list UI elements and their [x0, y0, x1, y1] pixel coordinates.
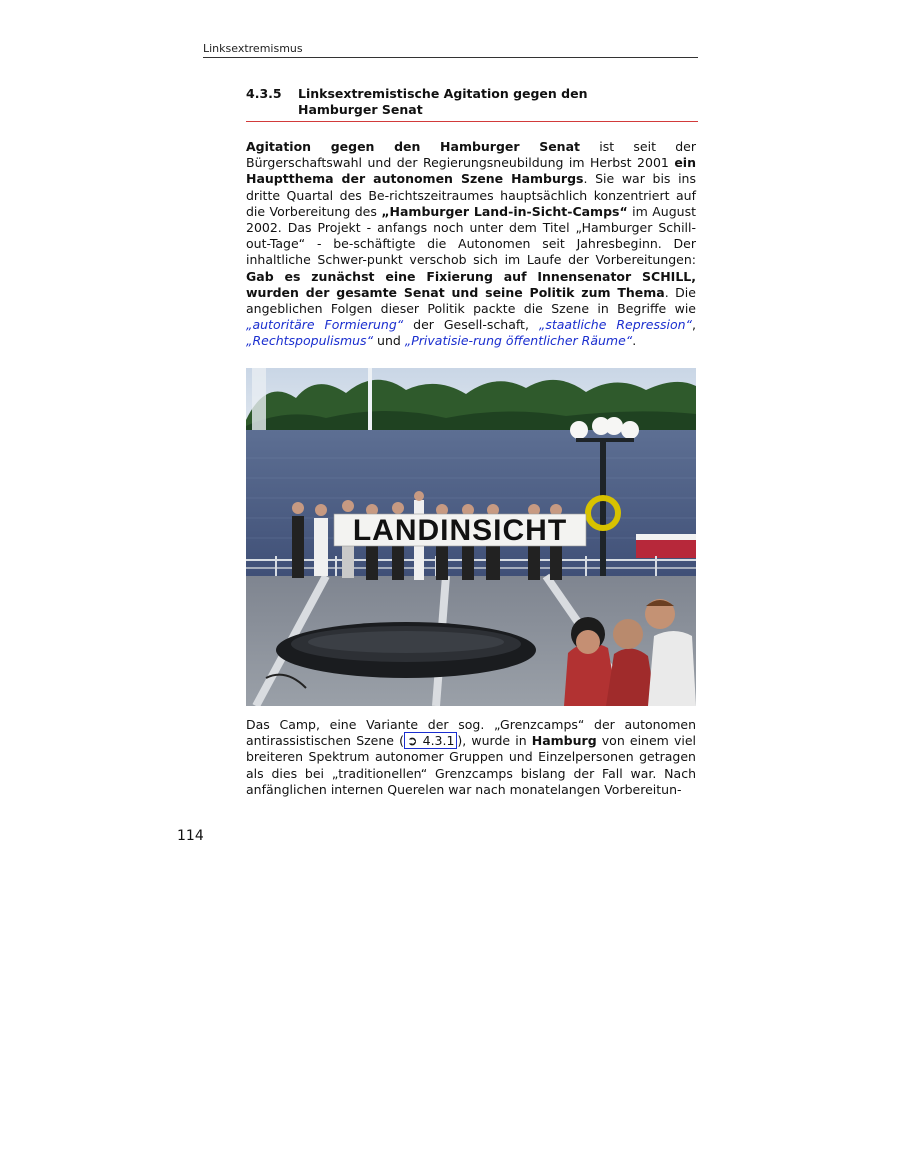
- section-number: 4.3.5: [246, 86, 282, 101]
- cross-reference-link[interactable]: [404, 732, 457, 749]
- glossary-term: „Privatisie-rung öffentlicher Räume“: [404, 333, 633, 349]
- text-run: .: [632, 333, 637, 349]
- bold-phrase: ein Hauptthema der autonomen Szene Hamburgs: [246, 155, 696, 187]
- text-run: von einem viel breiteren Spektrum autonomer Gruppen und Einzelpersonen getragen als dies bei „traditionellen“ Grenzcamps bislang der Fall war. Nach anfänglichen internen Querelen war nach monatelangen Vorbereitun-: [246, 733, 697, 797]
- glossary-term: „staatliche Repression“: [538, 317, 693, 333]
- text-run: . Die angeblichen Folgen dieser Politik packte die Szene in Begriffe wie: [246, 284, 696, 317]
- body-paragraph-1: [246, 139, 696, 350]
- section-title: [298, 86, 688, 118]
- text-run: und: [373, 333, 405, 349]
- running-header: Linksextremismus: [203, 42, 698, 58]
- glossary-term: „autoritäre Formierung“: [246, 317, 404, 333]
- banner-text: LANDINSICHT: [352, 514, 568, 547]
- section-heading: [246, 86, 698, 122]
- cross-reference-label: 4.3.1: [417, 733, 455, 749]
- bold-phrase: Gab es zunächst eine Fixierung auf Innensenator SCHILL, wurden der gesamte Senat und seine Politik zum Thema: [246, 268, 696, 300]
- text-run: . Sie war bis ins dritte Quartal des Be-richtszeitraumes hauptsächlich konzentriert auf die Vorbereitung des: [246, 171, 696, 219]
- bold-phrase: Agitation gegen den Hamburger Senat: [246, 139, 580, 154]
- section-title-line1: Linksextremistische Agitation gegen den: [298, 86, 588, 101]
- bold-phrase: Hamburg: [531, 733, 597, 749]
- text-run: im August 2002. Das Projekt - anfangs noch unter dem Titel „Hamburger Schill-out-Tage“ - be-schäftigte die Autonomen seit Jahresbeginn. Der inhaltliche Schwer-punkt verschob sich im Laufe der Vorbereitungen:: [246, 203, 696, 268]
- text-run: ,: [692, 317, 696, 333]
- bold-phrase: „Hamburger Land-in-Sicht-Camps“: [381, 203, 628, 219]
- text-run: der Gesell-schaft,: [403, 317, 539, 333]
- page-number: 114: [177, 828, 204, 844]
- photo-land-in-sicht-banner: [246, 368, 696, 706]
- body-paragraph-2: [246, 717, 696, 798]
- text-run: ), wurde in: [457, 733, 532, 749]
- glossary-term: „Rechtspopulismus“: [246, 333, 374, 349]
- arrow-icon: ➲: [407, 733, 418, 749]
- text-run: Das Camp, eine Variante der sog. „Grenzcamps“ der autonomen antirassistischen Szene (: [246, 717, 696, 749]
- text-run: ist seit der Bürgerschaftswahl und der Regierungsneubildung im Herbst 2001: [246, 139, 696, 171]
- section-title-line2: Hamburger Senat: [298, 102, 423, 117]
